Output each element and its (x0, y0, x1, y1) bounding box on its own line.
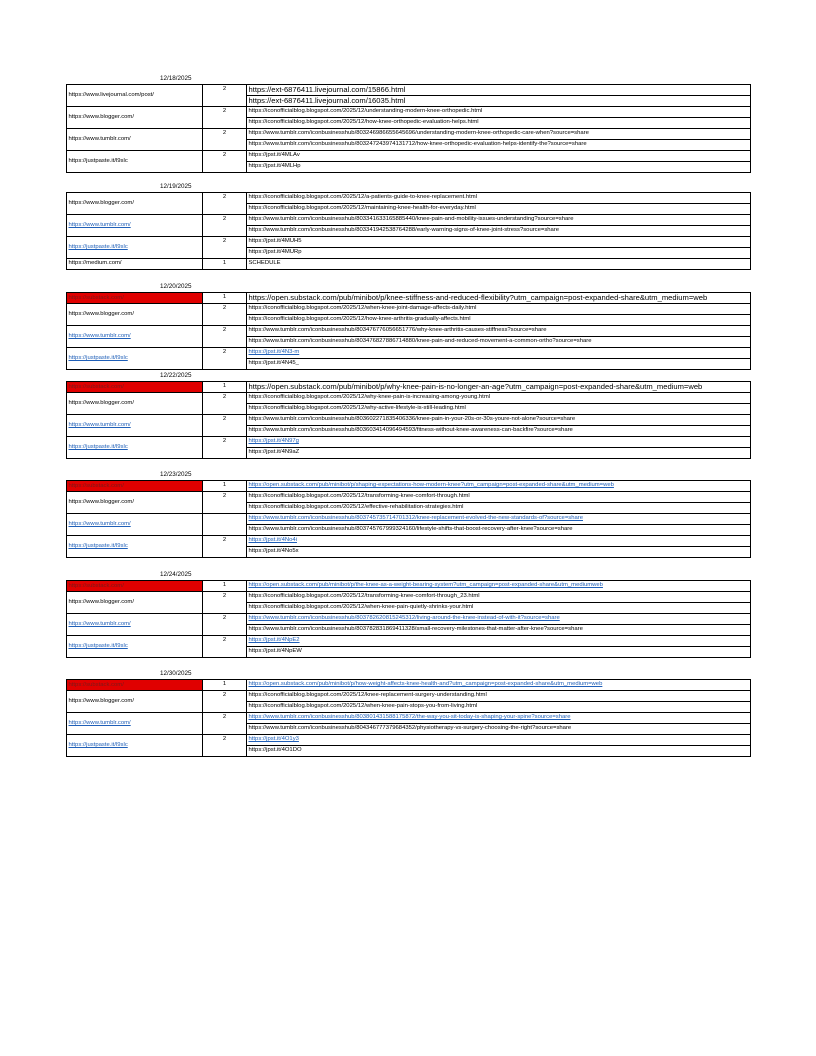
site-cell: https://substack.com/ (67, 481, 202, 491)
url-cell: https://www.tumblr.com/iconbusinesshub/803247243974131712/how-knee-orthopedic-evaluation-helps-identify-the?source=share (248, 141, 587, 147)
url-cell: https://jpst.it/4NpEW (248, 648, 302, 654)
site-cell[interactable]: https://www.tumblr.com/ (68, 422, 131, 428)
count-cell: 2 (222, 493, 227, 499)
grid-line (202, 679, 203, 756)
count-cell: 2 (222, 615, 227, 621)
count-cell: 2 (222, 416, 227, 422)
url-cell[interactable]: https://open.substack.com/pub/minibot/p/the-knee-as-a-weight-bearing-system?utm_campaign=post-expanded-share&utm_mediumweb (248, 582, 603, 588)
url-cell: https://ext-6876411.livejournal.com/15866.html (248, 85, 406, 94)
url-cell: https://jpst.it/4MLAv (248, 152, 300, 158)
count-cell: 2 (222, 637, 227, 643)
section-date: 12/23/2025 (160, 471, 192, 478)
site-cell[interactable]: https://justpaste.it/l9slc (68, 244, 128, 250)
grid-line (246, 679, 247, 756)
site-cell[interactable]: https://justpaste.it/l9slc (68, 355, 128, 361)
count-cell: 2 (222, 86, 227, 92)
grid-line (750, 480, 751, 558)
url-cell: https://iconofficialblog.blogspot.com/2025/12/understanding-modern-knee-orthopedic.html (248, 108, 483, 114)
count-cell: 1 (222, 294, 227, 300)
count-cell: 2 (222, 130, 227, 136)
grid-line (202, 580, 203, 657)
grid-line (246, 381, 247, 458)
grid-line (66, 679, 67, 756)
site-cell[interactable]: https://justpaste.it/l9slc (68, 643, 128, 649)
grid-line (750, 580, 751, 658)
section-date: 12/24/2025 (160, 571, 192, 578)
url-cell: https://jpst.it/4MUH5 (248, 238, 302, 244)
count-cell: 2 (222, 108, 227, 114)
site-cell: https://substack.com/ (67, 293, 202, 303)
url-cell: https://www.tumblr.com/iconbusinesshub/803341942538764288/early-warning-signs-of-knee-joint-stress?source=share (248, 227, 560, 233)
url-cell: https://www.tumblr.com/iconbusinesshub/803246986655645696/understanding-modern-knee-orthopedic-care-when?source=share (248, 130, 589, 136)
site-cell: https://substack.com/ (67, 382, 202, 392)
url-cell: https://www.tumblr.com/iconbusinesshub/803341633165885440/knee-pain-and-mobility-issues-understanding?source=share (248, 216, 574, 222)
count-cell: 2 (222, 238, 227, 244)
url-cell: https://jpst.it/4N9aZ (248, 449, 300, 455)
site-cell: https://www.blogger.com/ (68, 114, 134, 120)
count-cell: 2 (222, 394, 227, 400)
url-cell[interactable]: https://www.tumblr.com/iconbusinesshub/803782620815245312/living-around-the-knee-instead-of-with-it?source=share (248, 615, 560, 621)
url-cell: https://www.tumblr.com/iconbusinesshub/803782831869411328/small-recovery-milestones-that-matter-after-knee?source=share (248, 626, 583, 632)
grid-line (246, 84, 247, 172)
grid-line (750, 679, 751, 757)
url-cell[interactable]: https://jpst.it/4N3-m (248, 349, 300, 355)
grid-line (246, 292, 247, 369)
count-cell: 2 (222, 736, 227, 742)
url-cell[interactable]: https://jpst.it/4No4i (248, 537, 297, 543)
grid-line (66, 381, 67, 458)
url-cell: https://www.tumblr.com/iconbusinesshub/803603414096494593/fitness-without-knee-awareness-can-backfire?source=share (248, 427, 573, 433)
count-cell: 2 (222, 216, 227, 222)
url-cell: https://iconofficialblog.blogspot.com/2025/12/when-knee-pain-stops-you-from-living.html (248, 703, 478, 709)
url-cell: https://www.tumblr.com/iconbusinesshub/803476776056651776/why-knee-arthritis-causes-stiffness?source=share (248, 327, 547, 333)
grid-line (750, 292, 751, 370)
url-cell[interactable]: https://open.substack.com/pub/minibot/p/how-weight-affects-knee-health-and?utm_campaign=post-expanded-share&utm_medium=web (248, 681, 603, 687)
url-cell[interactable]: https://jpst.it/4O1y3 (248, 736, 299, 742)
site-cell[interactable]: https://www.tumblr.com/ (68, 333, 131, 339)
url-cell[interactable]: https://open.substack.com/pub/minibot/p/shaping-expectations-how-modern-knee?utm_campaign=post-expanded-share&utm_medium=web (248, 482, 614, 488)
section-date: 12/18/2025 (160, 75, 192, 82)
count-cell: 1 (222, 482, 227, 488)
section-date: 12/30/2025 (160, 670, 192, 677)
grid-line (66, 657, 750, 658)
site-cell: https://www.blogger.com/ (68, 499, 134, 505)
grid-line (202, 292, 203, 369)
section-date: 12/22/2025 (160, 372, 192, 379)
site-cell[interactable]: https://justpaste.it/l9slc (68, 543, 128, 549)
count-cell: 2 (222, 327, 227, 333)
site-cell[interactable]: https://justpaste.it/l9slc (68, 444, 128, 450)
site-cell[interactable]: https://www.tumblr.com/ (68, 521, 131, 527)
site-cell: https://substack.com/ (67, 581, 202, 591)
grid-line (66, 756, 750, 757)
grid-line (750, 381, 751, 459)
count-cell: 2 (222, 714, 227, 720)
grid-line (66, 557, 750, 558)
count-cell: 2 (222, 438, 227, 444)
grid-line (246, 580, 247, 657)
site-cell: https://www.blogger.com/ (68, 599, 134, 605)
count-cell: 2 (222, 152, 227, 158)
count-cell: 2 (222, 349, 227, 355)
site-cell: https://www.blogger.com/ (68, 200, 134, 206)
url-cell: https://jpst.it/4No5x (248, 548, 299, 554)
url-cell: https://iconofficialblog.blogspot.com/2025/12/knee-replacement-surgery-understanding.html (248, 692, 487, 698)
url-cell: https://iconofficialblog.blogspot.com/2025/12/why-active-lifestyle-is-still-leading.html (248, 405, 466, 411)
grid-line (66, 292, 67, 369)
url-cell[interactable]: https://jpst.it/4N97g (248, 438, 299, 444)
url-cell: https://jpst.it/4O1DO (248, 747, 302, 753)
url-cell: https://open.substack.com/pub/minibot/p/why-knee-pain-is-no-longer-an-age?utm_campaign=post-expanded-share&utm_medium=web (248, 382, 703, 391)
url-cell: https://iconofficialblog.blogspot.com/2025/12/how-knee-orthopedic-evaluation-helps.html (248, 119, 479, 125)
site-cell: https://www.tumblr.com/ (68, 136, 131, 142)
count-cell: 2 (222, 692, 227, 698)
url-cell: SCHEDULE (248, 260, 281, 266)
url-cell: https://iconofficialblog.blogspot.com/2025/12/why-knee-pain-is-increasing-among-young.html (248, 394, 491, 400)
count-cell: 1 (222, 260, 227, 266)
grid-line (66, 458, 750, 459)
grid-line (202, 381, 203, 458)
url-cell: https://open.substack.com/pub/minibot/p/knee-stiffness-and-reduced-flexibility?utm_campaign=post-expanded-share&utm_medium=web (248, 293, 708, 302)
grid-line (246, 480, 247, 557)
count-cell: 2 (222, 537, 227, 543)
grid-line (66, 172, 750, 173)
grid-line (66, 269, 750, 270)
site-cell[interactable]: https://www.tumblr.com/ (68, 621, 131, 627)
url-cell[interactable]: https://www.tumblr.com/iconbusinesshub/803745735714701312/knee-replacement-evolved-the-new-standards-of?source=share (248, 515, 583, 521)
url-cell[interactable]: https://www.tumblr.com/iconbusinesshub/803801431588175872/the-way-you-sit-today-is-shaping-your-spine?source=share (248, 714, 571, 720)
url-cell: https://iconofficialblog.blogspot.com/2025/12/maintaining-knee-health-for-everyday.html (248, 205, 476, 211)
site-cell: https://medium.com/ (68, 260, 122, 266)
site-cell[interactable]: https://www.tumblr.com/ (68, 222, 131, 228)
grid-line (202, 192, 203, 269)
grid-line (202, 84, 203, 172)
count-cell: 1 (222, 383, 227, 389)
grid-line (66, 84, 67, 172)
grid-line (66, 580, 67, 657)
url-cell: https://www.tumblr.com/iconbusinesshub/803476827886714880/knee-pain-and-reduced-movement-a-common-ortho?source=share (248, 338, 592, 344)
section-date: 12/19/2025 (160, 183, 192, 190)
site-cell: https://www.blogger.com/ (68, 400, 134, 406)
count-cell (203, 513, 246, 524)
url-cell: https://jpst.it/4MURp (248, 249, 302, 255)
count-cell: 2 (222, 593, 227, 599)
url-cell: https://jpst.it/4N45_ (248, 360, 299, 366)
count-cell: 1 (222, 681, 227, 687)
site-cell: https://www.blogger.com/ (68, 698, 134, 704)
url-cell: https://iconofficialblog.blogspot.com/2025/12/transforming-knee-comfort-through_23.html (248, 593, 480, 599)
url-cell: https://www.tumblr.com/iconbusinesshub/803745767999324160/lifestyle-shifts-that-boost-recovery-after-knee?source=share (248, 526, 573, 532)
site-cell: https://www.blogger.com/ (68, 311, 134, 317)
url-cell: https://iconofficialblog.blogspot.com/2025/12/effective-rehabilitation-strategies.html (248, 504, 464, 510)
url-cell[interactable]: https://jpst.it/4NpE2 (248, 637, 300, 643)
grid-line (66, 480, 67, 557)
url-cell: https://www.tumblr.com/iconbusinesshub/804346777379684352/physiotherapy-vs-surgery-choosing-the-right?source=share (248, 725, 572, 731)
url-cell: https://iconofficialblog.blogspot.com/2025/12/how-knee-arthritis-gradually-affects.html (248, 316, 471, 322)
grid-line (202, 480, 203, 557)
grid-line (66, 192, 67, 269)
url-cell: https://ext-6876411.livejournal.com/16035.html (248, 96, 406, 105)
grid-line (750, 192, 751, 270)
site-cell: https://justpaste.it/l9slc (68, 158, 128, 164)
url-cell: https://iconofficialblog.blogspot.com/2025/12/when-knee-pain-quietly-shrinks-your.html (248, 604, 474, 610)
grid-line (750, 84, 751, 173)
count-cell: 1 (222, 582, 227, 588)
url-cell: https://jpst.it/4MLHp (248, 163, 301, 169)
site-cell: https://substack.com/ (67, 680, 202, 690)
section-date: 12/20/2025 (160, 283, 192, 290)
count-cell: 2 (222, 305, 227, 311)
count-cell: 2 (222, 194, 227, 200)
site-cell[interactable]: https://www.tumblr.com/ (68, 720, 131, 726)
grid-line (66, 369, 750, 370)
url-cell: https://www.tumblr.com/iconbusinesshub/803602271835406336/knee-pain-in-your-20s-or-30s-youre-not-alone?source=share (248, 416, 576, 422)
url-cell: https://iconofficialblog.blogspot.com/2025/12/when-knee-joint-damage-affects-daily.html (248, 305, 477, 311)
url-cell: https://iconofficialblog.blogspot.com/2025/12/a-patients-guide-to-knee-replacement.html (248, 194, 477, 200)
grid-line (246, 192, 247, 269)
site-cell[interactable]: https://justpaste.it/l9slc (68, 742, 128, 748)
url-cell: https://iconofficialblog.blogspot.com/2025/12/transforming-knee-comfort-through.html (248, 493, 470, 499)
site-cell: https://www.livejournal.com/post/ (68, 92, 154, 98)
